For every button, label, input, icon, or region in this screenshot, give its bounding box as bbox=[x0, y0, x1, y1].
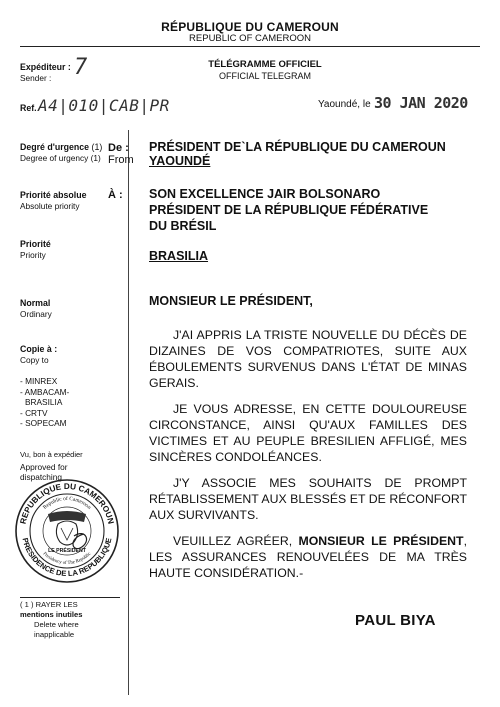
reference-label: Ref. bbox=[20, 103, 37, 113]
from-name: PRÉSIDENT DE`LA RÉPUBLIQUE DU CAMEROUN bbox=[149, 140, 446, 154]
footnote-line: inapplicable bbox=[34, 630, 75, 639]
footnote-divider bbox=[20, 597, 120, 598]
to-label: À : bbox=[108, 189, 123, 201]
recipient-block bbox=[149, 186, 428, 234]
seal-inner-bottom: Presidency of The Republic bbox=[41, 551, 93, 567]
from-city: YAOUNDÉ bbox=[149, 154, 211, 168]
telegram-title-fr: TÉLÉGRAMME OFFICIEL bbox=[208, 59, 322, 70]
footnote bbox=[20, 600, 82, 640]
seal-center-text: LE PRÉSIDENT bbox=[48, 548, 86, 554]
dispatch-label-fr: Vu, bon à expédier bbox=[20, 450, 83, 459]
copy-item: - SOPECAM bbox=[20, 418, 67, 428]
sender-value: 7 bbox=[74, 55, 88, 80]
copy-item: - AMBACAM- bbox=[20, 386, 70, 397]
copy-label-en: Copy to bbox=[20, 355, 49, 365]
paragraph-1: J'AI APPRIS LA TRISTE NOUVELLE DU DÉCÈS DE DIZAINES DE VOS COMPATRIOTES, SUITE AUX ÉBOULEMENTS SURVENUS DANS L'ÉTAT DE MINAS GERAIS. bbox=[149, 328, 467, 390]
copy-item: - CRTV bbox=[20, 407, 48, 418]
normal-label-en: Ordinary bbox=[20, 309, 52, 319]
recipient-line: DU BRÉSIL bbox=[149, 219, 217, 233]
recipient-line: SON EXCELLENCE JAIR BOLSONARO bbox=[149, 187, 381, 201]
svg-text:PRESIDENCE DE LA REPUBLIQUE bbox=[21, 537, 114, 578]
urgency-label-fr: Degré d'urgence (1) bbox=[20, 142, 103, 152]
telegram-title-en: OFFICIAL TELEGRAM bbox=[218, 71, 312, 81]
absolute-priority-label-fr: Priorité absolue bbox=[20, 190, 87, 200]
copy-item: BRASILIA bbox=[25, 397, 63, 407]
paragraph-2: JE VOUS ADRESSE, EN CETTE DOULOUREUSE CIRCONSTANCE, AINSI QU'AUX FAMILLES DES VICTIMES ET AU PEUPLE BRESILIEN AFFLIGÉ, MES SINCÈRES CONDOLÉANCES. bbox=[149, 402, 467, 464]
seal-outer-top: REPUBLIQUE DU CAMEROUN bbox=[18, 481, 116, 525]
from-label-en: From bbox=[108, 154, 134, 166]
from-label-fr: De : bbox=[108, 142, 129, 154]
copy-list bbox=[20, 376, 69, 429]
salutation: MONSIEUR LE PRÉSIDENT, bbox=[149, 294, 313, 308]
country-title-en: REPUBLIC OF CAMEROON bbox=[189, 33, 311, 44]
copy-label-fr: Copie à : bbox=[20, 344, 58, 354]
footnote-line: ( 1 ) RAYER LES bbox=[20, 600, 78, 609]
presidential-seal bbox=[14, 478, 120, 584]
recipient-line: PRÉSIDENT DE LA RÉPUBLIQUE FÉDÉRATIVE bbox=[149, 203, 429, 217]
header-divider bbox=[20, 46, 480, 47]
date-stamp: 30 JAN 2020 bbox=[374, 94, 468, 112]
signature: PAUL BIYA bbox=[355, 612, 436, 629]
priority-label-fr: Priorité bbox=[20, 239, 51, 249]
recipient-city: BRASILIA bbox=[149, 249, 209, 263]
copy-item: - MINREX bbox=[20, 376, 58, 386]
normal-label-fr: Normal bbox=[20, 298, 51, 308]
margin-divider bbox=[128, 130, 129, 695]
footnote-line: mentions inutiles bbox=[20, 610, 83, 619]
paragraph-4: VEUILLEZ AGRÉER, MONSIEUR LE PRÉSIDENT, LES ASSURANCES RENOUVELÉES DE MA TRÈS HAUTE CONSIDÉRATION.- bbox=[149, 534, 467, 580]
reference-value: A4|010|CAB|PR bbox=[38, 96, 170, 115]
svg-text:Republic of Cameroon bbox=[42, 495, 92, 511]
sender-label-fr: Expéditeur : bbox=[20, 62, 71, 72]
paragraph-3: J'Y ASSOCIE MES SOUHAITS DE PROMPT RÉTABLISSEMENT AUX BLESSÉS ET DE RÉCONFORT AUX SURVIVANTS. bbox=[149, 476, 467, 522]
footnote-line: Delete where bbox=[34, 620, 79, 629]
letter-body bbox=[149, 327, 467, 581]
country-title-fr: RÉPUBLIQUE DU CAMEROUN bbox=[161, 20, 339, 34]
dispatch-label-en: Approved for dispatching bbox=[20, 462, 68, 482]
date-place: Yaoundé, le bbox=[318, 99, 371, 110]
sender-label-en: Sender : bbox=[20, 73, 52, 83]
absolute-priority-label-en: Absolute priority bbox=[20, 201, 80, 211]
seal-outer-bottom: PRESIDENCE DE LA REPUBLIQUE bbox=[20, 536, 114, 579]
seal-inner-top: Republic of Cameroon bbox=[42, 496, 92, 511]
priority-label-en: Priority bbox=[20, 250, 46, 260]
urgency-label-en: Degree of urgency (1) bbox=[20, 153, 101, 163]
